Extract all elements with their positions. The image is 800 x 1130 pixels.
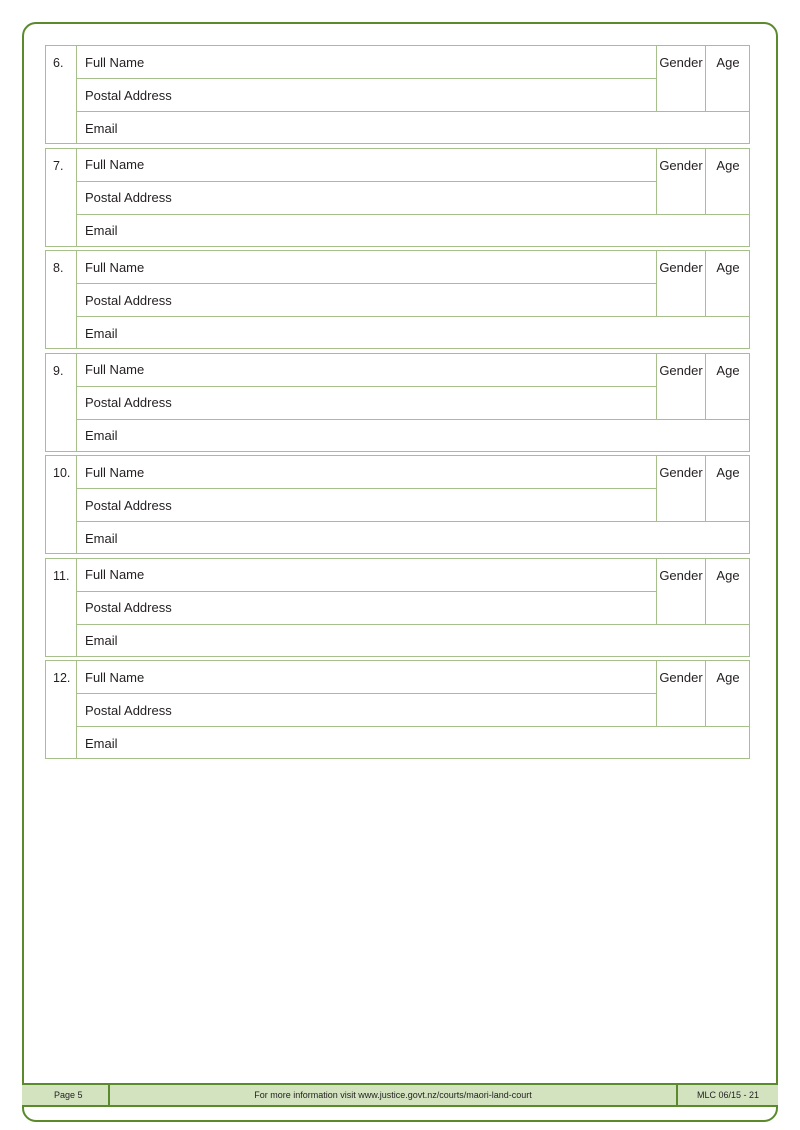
age-field[interactable]: Age xyxy=(705,251,750,317)
entry-9 xyxy=(45,353,750,452)
footer-info-link[interactable]: For more information visit www.justice.govt.nz/courts/maori-land-court xyxy=(110,1085,678,1105)
entry-number: 9. xyxy=(46,354,77,451)
page-footer xyxy=(22,1083,778,1107)
age-field[interactable]: Age xyxy=(705,354,750,420)
entry-7 xyxy=(45,148,750,247)
full-name-field[interactable]: Full Name xyxy=(77,149,656,182)
entry-number: 11. xyxy=(46,559,77,656)
gender-field[interactable]: Gender xyxy=(656,46,705,112)
email-field[interactable]: Email xyxy=(85,735,118,751)
age-field[interactable]: Age xyxy=(705,661,750,727)
entry-6 xyxy=(45,45,750,144)
full-name-field[interactable]: Full Name xyxy=(77,46,656,79)
full-name-field[interactable]: Full Name xyxy=(77,559,656,592)
postal-address-field[interactable]: Postal Address xyxy=(77,79,656,112)
gender-field[interactable]: Gender xyxy=(656,354,705,420)
gender-field[interactable]: Gender xyxy=(656,456,705,522)
postal-address-field[interactable]: Postal Address xyxy=(77,182,656,215)
postal-address-field[interactable]: Postal Address xyxy=(77,694,656,727)
entry-8 xyxy=(45,250,750,349)
email-field[interactable]: Email xyxy=(85,633,118,648)
entry-number: 10. xyxy=(46,456,77,553)
postal-address-field[interactable]: Postal Address xyxy=(77,592,656,625)
entry-number: 8. xyxy=(46,251,77,348)
form-code: MLC 06/15 - 21 xyxy=(696,1090,760,1100)
postal-address-field[interactable]: Postal Address xyxy=(77,387,656,420)
entry-number: 12. xyxy=(46,661,77,758)
full-name-field[interactable]: Full Name xyxy=(77,251,656,284)
page-number: Page 5 xyxy=(22,1085,110,1105)
entries-form xyxy=(45,45,750,763)
gender-field[interactable]: Gender xyxy=(656,661,705,727)
postal-address-field[interactable]: Postal Address xyxy=(77,489,656,522)
entry-number: 7. xyxy=(46,149,77,246)
age-field[interactable]: Age xyxy=(705,149,750,215)
email-field[interactable]: Email xyxy=(85,428,118,443)
age-field[interactable]: Age xyxy=(705,559,750,625)
email-field[interactable]: Email xyxy=(85,120,118,136)
gender-field[interactable]: Gender xyxy=(656,149,705,215)
age-field[interactable]: Age xyxy=(705,46,750,112)
full-name-field[interactable]: Full Name xyxy=(77,354,656,387)
full-name-field[interactable]: Full Name xyxy=(77,661,656,694)
email-field[interactable]: Email xyxy=(85,530,118,546)
age-field[interactable]: Age xyxy=(705,456,750,522)
entry-10 xyxy=(45,455,750,554)
email-field[interactable]: Email xyxy=(85,325,118,341)
email-field[interactable]: Email xyxy=(85,223,118,238)
entry-12 xyxy=(45,660,750,759)
entry-11 xyxy=(45,558,750,657)
gender-field[interactable]: Gender xyxy=(656,559,705,625)
gender-field[interactable]: Gender xyxy=(656,251,705,317)
postal-address-field[interactable]: Postal Address xyxy=(77,284,656,317)
full-name-field[interactable]: Full Name xyxy=(77,456,656,489)
entry-number: 6. xyxy=(46,46,77,143)
